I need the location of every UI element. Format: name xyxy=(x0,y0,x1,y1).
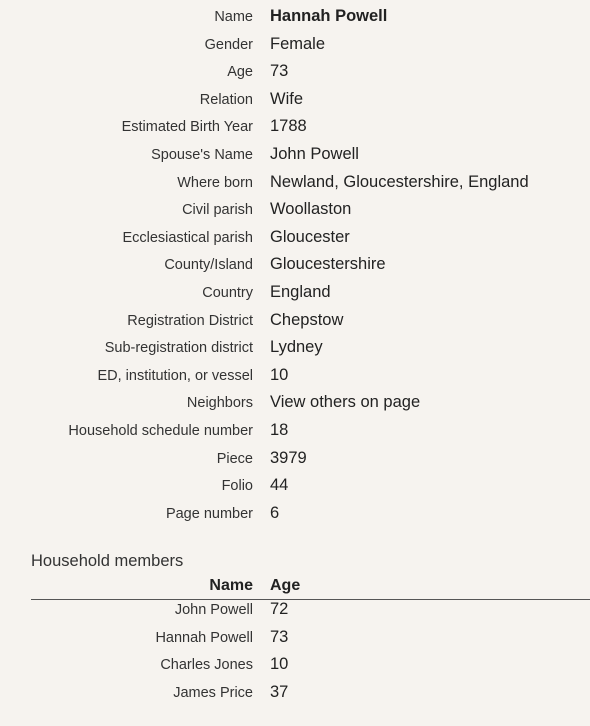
record-details xyxy=(0,7,590,531)
field-value: Gloucestershire xyxy=(270,255,386,274)
field-row-gender xyxy=(0,35,590,63)
field-label: Page number xyxy=(165,505,253,522)
field-label: ED, institution, or vessel xyxy=(97,367,253,384)
table-row xyxy=(31,683,590,711)
member-name: John Powell xyxy=(174,602,253,618)
field-value: Lydney xyxy=(270,338,323,357)
view-neighbors-link[interactable]: View others on page xyxy=(270,393,421,412)
field-row-page-number xyxy=(0,504,590,532)
field-row-household-schedule xyxy=(0,421,590,449)
field-row-relation xyxy=(0,90,590,118)
field-row-piece xyxy=(0,449,590,477)
field-label: Country xyxy=(202,284,253,301)
field-value: Newland, Gloucestershire, England xyxy=(270,172,529,191)
field-label: Registration District xyxy=(127,312,253,329)
field-row-neighbors xyxy=(0,393,590,421)
field-row-spouse xyxy=(0,145,590,173)
field-row-birth-year xyxy=(0,117,590,145)
field-label: Sub-registration district xyxy=(104,340,253,357)
field-row-registration-district xyxy=(0,311,590,339)
field-value: England xyxy=(270,282,331,301)
field-label: Relation xyxy=(199,91,253,108)
field-value: 44 xyxy=(270,476,289,495)
household-members-table xyxy=(31,577,590,711)
field-row-ed-institution xyxy=(0,366,590,394)
field-label: Estimated Birth Year xyxy=(121,119,253,136)
field-value: Woollaston xyxy=(270,200,352,219)
field-label: Piece xyxy=(216,450,253,467)
field-value: John Powell xyxy=(270,144,359,163)
table-row xyxy=(31,655,590,683)
field-value: 6 xyxy=(270,503,280,522)
field-value: Hannah Powell xyxy=(270,7,388,25)
field-value: 3979 xyxy=(270,448,307,467)
field-row-age xyxy=(0,62,590,90)
field-row-folio xyxy=(0,476,590,504)
field-label: Name xyxy=(214,9,253,25)
field-value: Wife xyxy=(270,89,303,108)
member-name: James Price xyxy=(173,685,253,702)
field-row-country xyxy=(0,283,590,311)
household-members-title: Household members xyxy=(31,552,184,570)
field-label: Folio xyxy=(221,478,253,495)
field-row-ecclesiastical-parish xyxy=(0,228,590,256)
field-row-name xyxy=(0,7,590,35)
field-value: 73 xyxy=(270,62,289,81)
field-value: Female xyxy=(270,34,326,53)
field-row-county xyxy=(0,255,590,283)
field-label: Where born xyxy=(177,174,253,191)
field-label: Neighbors xyxy=(186,395,253,412)
member-age: 73 xyxy=(270,627,289,646)
field-label: Gender xyxy=(204,36,253,53)
field-row-where-born xyxy=(0,173,590,201)
table-row xyxy=(31,600,590,628)
field-row-sub-registration-district xyxy=(0,338,590,366)
column-header-name: Name xyxy=(209,577,253,594)
field-value: Chepstow xyxy=(270,310,344,329)
field-label: Spouse's Name xyxy=(151,146,253,163)
table-row xyxy=(31,628,590,656)
table-header xyxy=(31,577,590,600)
field-value: 10 xyxy=(270,365,289,384)
field-label: County/Island xyxy=(164,257,253,274)
member-age: 37 xyxy=(270,683,289,702)
field-value: Gloucester xyxy=(270,227,350,246)
column-header-age: Age xyxy=(270,577,301,594)
member-age: 10 xyxy=(270,655,289,674)
member-name: Charles Jones xyxy=(160,657,253,674)
field-label: Household schedule number xyxy=(68,422,253,439)
field-label: Civil parish xyxy=(182,202,253,219)
field-value: 18 xyxy=(270,420,289,439)
field-label: Ecclesiastical parish xyxy=(122,229,253,246)
member-age: 72 xyxy=(270,600,289,618)
field-label: Age xyxy=(227,64,253,81)
member-name: Hannah Powell xyxy=(155,629,253,646)
field-value: 1788 xyxy=(270,117,307,136)
field-row-civil-parish xyxy=(0,200,590,228)
